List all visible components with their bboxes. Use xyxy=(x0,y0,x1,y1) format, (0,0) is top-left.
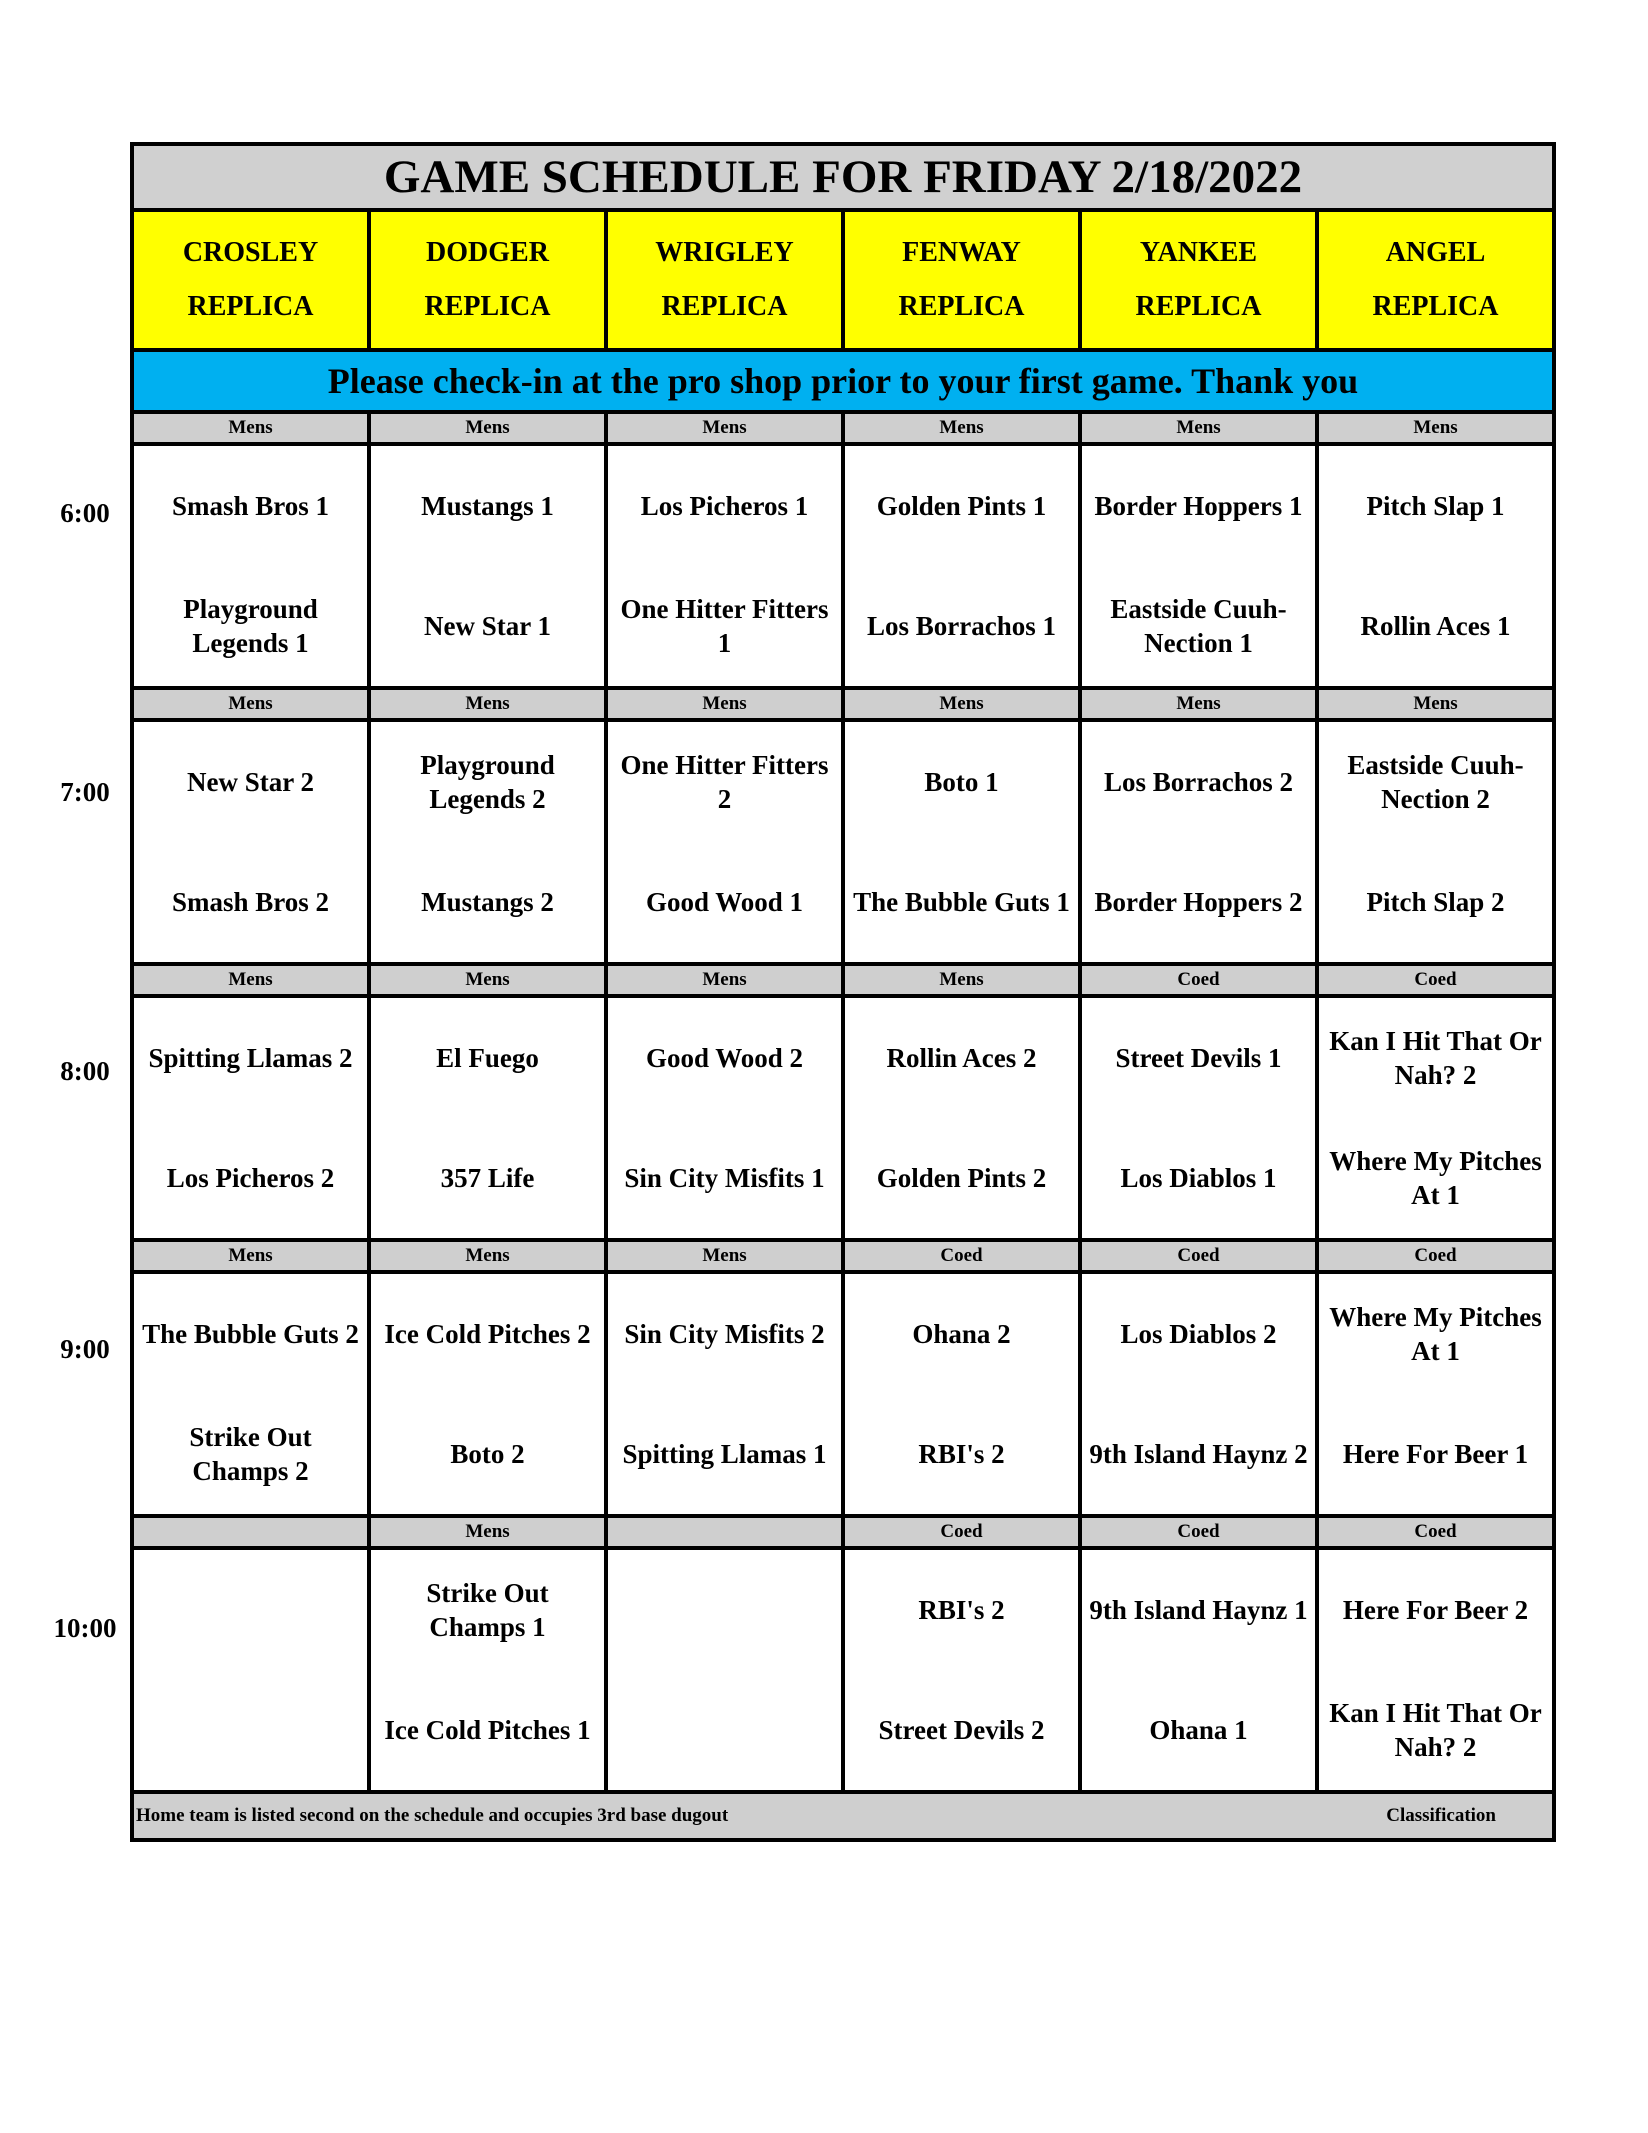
classification-cell: Coed xyxy=(1317,1240,1554,1272)
game-cell xyxy=(1317,1548,1554,1792)
away-team: The Bubble Guts 2 xyxy=(142,1319,359,1349)
field-header xyxy=(369,210,606,350)
home-team: Sin City Misfits 1 xyxy=(624,1163,825,1193)
game-cell xyxy=(132,996,369,1240)
field-sub: REPLICA xyxy=(898,291,1025,322)
home-team: Los Diablos 1 xyxy=(1120,1163,1277,1193)
classification-cell: Mens xyxy=(369,964,606,996)
classification-cell: Mens xyxy=(132,1240,369,1272)
home-team xyxy=(608,1670,841,1790)
home-team: Playground Legends 1 xyxy=(183,594,318,658)
away-team xyxy=(134,1550,367,1670)
away-team: Boto 1 xyxy=(924,767,999,797)
away-team: Strike Out Champs 1 xyxy=(426,1578,549,1642)
field-name: WRIGLEY xyxy=(655,237,794,268)
home-team xyxy=(134,1670,367,1790)
home-team: Smash Bros 2 xyxy=(171,887,330,917)
field-header xyxy=(606,210,843,350)
field-name: CROSLEY xyxy=(182,237,319,268)
home-team: Street Devils 2 xyxy=(878,1715,1045,1745)
away-team: Where My Pitches At 1 xyxy=(1329,1302,1542,1366)
away-team: RBI's 2 xyxy=(918,1595,1005,1625)
game-cell xyxy=(369,1548,606,1792)
away-team: Eastside Cuuh-Nection 2 xyxy=(1347,750,1524,814)
field-sub: REPLICA xyxy=(1372,291,1499,322)
game-cell xyxy=(369,996,606,1240)
home-team: Golden Pints 2 xyxy=(876,1163,1047,1193)
home-team: Here For Beer 1 xyxy=(1342,1439,1529,1469)
away-team: Street Devils 1 xyxy=(1115,1043,1282,1073)
home-team: Strike Out Champs 2 xyxy=(189,1422,312,1486)
game-cell xyxy=(606,996,843,1240)
classification-cell: Mens xyxy=(843,412,1080,444)
home-team-note: Home team is listed second on the schedule and occupies 3rd base dugout xyxy=(136,1805,729,1826)
classification-cell: Coed xyxy=(843,1240,1080,1272)
game-cell xyxy=(843,1548,1080,1792)
time-label: 10:00 xyxy=(53,1613,117,1643)
game-cell xyxy=(843,720,1080,964)
game-cell xyxy=(1317,444,1554,688)
home-team: RBI's 2 xyxy=(918,1439,1005,1469)
schedule-title: GAME SCHEDULE FOR FRIDAY 2/18/2022 xyxy=(132,144,1554,210)
game-cell xyxy=(606,720,843,964)
home-team: 357 Life xyxy=(440,1163,535,1193)
home-team: One Hitter Fitters 1 xyxy=(620,594,829,658)
game-cell xyxy=(606,1272,843,1516)
game-cell xyxy=(1317,720,1554,964)
classification-cell: Mens xyxy=(606,1240,843,1272)
field-header xyxy=(132,210,369,350)
game-cell xyxy=(132,1548,369,1792)
away-team: Sin City Misfits 2 xyxy=(624,1319,825,1349)
game-cell xyxy=(606,1548,843,1792)
field-name: ANGEL xyxy=(1385,237,1486,268)
classification-cell: Mens xyxy=(132,688,369,720)
classification-cell xyxy=(132,1516,369,1548)
away-team: 9th Island Haynz 1 xyxy=(1089,1595,1308,1625)
game-cell xyxy=(606,444,843,688)
game-cell xyxy=(1317,1272,1554,1516)
away-team: Ohana 2 xyxy=(912,1319,1011,1349)
classification-cell: Mens xyxy=(606,688,843,720)
classification-cell: Mens xyxy=(1080,688,1317,720)
home-team: Border Hoppers 2 xyxy=(1094,887,1303,917)
away-team: Good Wood 2 xyxy=(645,1043,804,1073)
checkin-notice: Please check-in at the pro shop prior to your first game. Thank you xyxy=(132,350,1554,412)
away-team: Mustangs 1 xyxy=(421,491,554,521)
game-cell xyxy=(1080,1548,1317,1792)
field-name: FENWAY xyxy=(902,237,1021,268)
classification-cell: Mens xyxy=(843,688,1080,720)
game-cell xyxy=(132,444,369,688)
classification-legend: Classification xyxy=(1386,1805,1496,1826)
time-label: 9:00 xyxy=(60,1334,110,1364)
game-cell xyxy=(843,444,1080,688)
time-label: 7:00 xyxy=(60,777,110,807)
time-label: 8:00 xyxy=(60,1056,110,1086)
home-team: The Bubble Guts 1 xyxy=(853,887,1070,917)
classification-cell: Mens xyxy=(606,964,843,996)
time-label: 6:00 xyxy=(60,498,110,528)
classification-cell: Coed xyxy=(843,1516,1080,1548)
classification-cell: Mens xyxy=(369,1516,606,1548)
classification-cell: Mens xyxy=(1317,688,1554,720)
classification-cell: Mens xyxy=(132,412,369,444)
game-cell xyxy=(1080,720,1317,964)
home-team: Los Borrachos 1 xyxy=(867,611,1056,641)
classification-cell: Mens xyxy=(369,1240,606,1272)
game-cell xyxy=(1317,996,1554,1240)
game-cell xyxy=(369,1272,606,1516)
away-team: Ice Cold Pitches 2 xyxy=(384,1319,591,1349)
away-team: Los Borrachos 2 xyxy=(1104,767,1293,797)
home-team: New Star 1 xyxy=(424,611,551,641)
home-team: Eastside Cuuh-Nection 1 xyxy=(1110,594,1287,658)
home-team: Boto 2 xyxy=(450,1439,525,1469)
home-team: Mustangs 2 xyxy=(421,887,554,917)
game-cell xyxy=(1080,444,1317,688)
game-cell xyxy=(1080,1272,1317,1516)
field-sub: REPLICA xyxy=(661,291,788,322)
field-sub: REPLICA xyxy=(187,291,314,322)
away-team: Los Picheros 1 xyxy=(640,491,809,521)
away-team: Spitting Llamas 2 xyxy=(148,1043,353,1073)
away-team: Playground Legends 2 xyxy=(420,750,555,814)
away-team: Kan I Hit That Or Nah? 2 xyxy=(1329,1026,1542,1090)
game-cell xyxy=(369,444,606,688)
classification-cell: Coed xyxy=(1317,964,1554,996)
home-team: Pitch Slap 2 xyxy=(1366,887,1505,917)
field-header xyxy=(1317,210,1554,350)
classification-cell: Coed xyxy=(1080,1516,1317,1548)
classification-cell: Coed xyxy=(1317,1516,1554,1548)
game-cell xyxy=(843,996,1080,1240)
game-cell xyxy=(132,1272,369,1516)
field-sub: REPLICA xyxy=(1135,291,1262,322)
away-team: Pitch Slap 1 xyxy=(1366,491,1505,521)
classification-cell: Mens xyxy=(369,688,606,720)
away-team: New Star 2 xyxy=(187,767,314,797)
away-team: El Fuego xyxy=(436,1043,539,1073)
classification-cell: Coed xyxy=(1080,964,1317,996)
home-team: Kan I Hit That Or Nah? 2 xyxy=(1329,1698,1542,1762)
away-team xyxy=(608,1550,841,1670)
classification-cell: Mens xyxy=(369,412,606,444)
game-cell xyxy=(132,720,369,964)
home-team: Rollin Aces 1 xyxy=(1360,611,1511,641)
home-team: Good Wood 1 xyxy=(645,887,804,917)
away-team: Here For Beer 2 xyxy=(1342,1595,1529,1625)
home-team: 9th Island Haynz 2 xyxy=(1089,1439,1308,1469)
field-name: DODGER xyxy=(426,237,549,268)
away-team: Border Hoppers 1 xyxy=(1094,491,1303,521)
home-team: Spitting Llamas 1 xyxy=(622,1439,827,1469)
away-team: Los Diablos 2 xyxy=(1120,1319,1277,1349)
field-name: YANKEE xyxy=(1139,237,1258,268)
classification-cell: Mens xyxy=(606,412,843,444)
away-team: One Hitter Fitters 2 xyxy=(620,750,829,814)
schedule-table xyxy=(130,142,1556,1842)
classification-cell: Mens xyxy=(843,964,1080,996)
game-cell xyxy=(369,720,606,964)
away-team: Smash Bros 1 xyxy=(171,491,330,521)
field-header xyxy=(843,210,1080,350)
field-sub: REPLICA xyxy=(424,291,551,322)
classification-cell: Mens xyxy=(132,964,369,996)
home-team: Ice Cold Pitches 1 xyxy=(384,1715,591,1745)
game-cell xyxy=(843,1272,1080,1516)
home-team: Ohana 1 xyxy=(1149,1715,1248,1745)
game-cell xyxy=(1080,996,1317,1240)
home-team: Los Picheros 2 xyxy=(166,1163,335,1193)
classification-cell xyxy=(606,1516,843,1548)
home-team: Where My Pitches At 1 xyxy=(1329,1146,1542,1210)
classification-cell: Mens xyxy=(1317,412,1554,444)
field-header xyxy=(1080,210,1317,350)
footer-bar xyxy=(132,1792,1554,1840)
away-team: Golden Pints 1 xyxy=(876,491,1047,521)
classification-cell: Coed xyxy=(1080,1240,1317,1272)
away-team: Rollin Aces 2 xyxy=(886,1043,1037,1073)
classification-cell: Mens xyxy=(1080,412,1317,444)
